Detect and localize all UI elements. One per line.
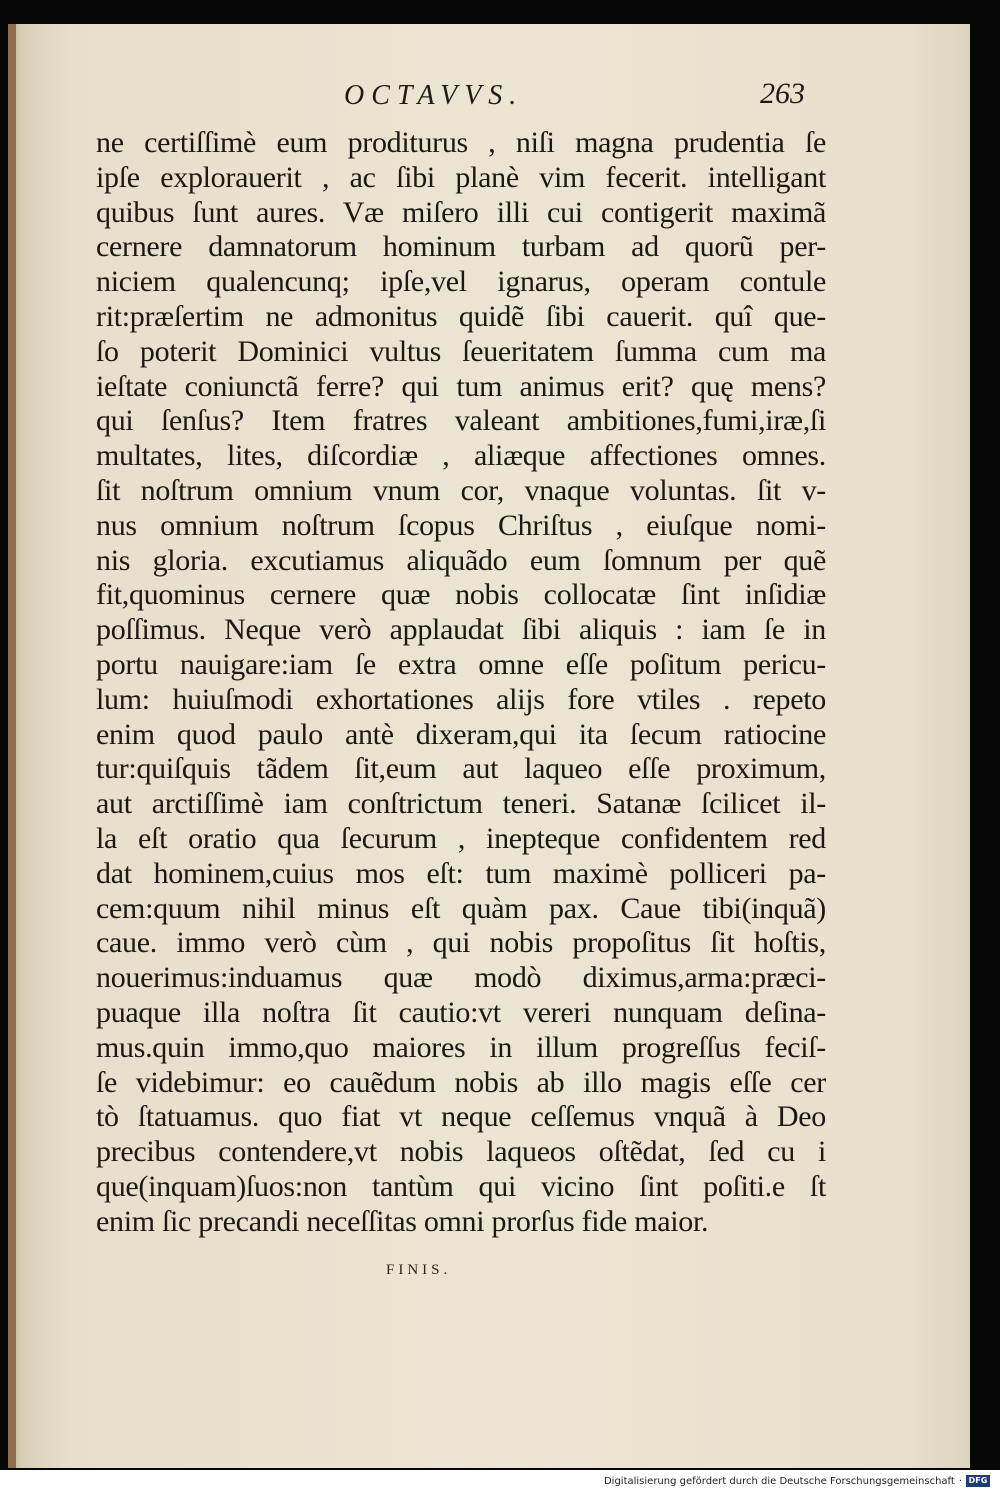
text-line: la eſt oratio qua ſecurum , inepteque confidentem red [96,821,826,855]
text-line: aut arctiſſimè iam conſtrictum teneri. Satanæ ſcilicet il- [96,787,826,821]
text-line: cem:quum nihil minus eſt quàm pax. Caue tibi(inquã) [96,891,826,925]
page-number: 263 [760,77,805,110]
text-line: que(inquam)ſuos:non tantùm qui vicino ſint poſiti.e ſt [96,1169,826,1203]
text-line: enim ſic precandi neceſſitas omni prorſus fide maior. [96,1204,709,1238]
text-line: ne certiſſimè eum proditurus , niſi magna prudentia ſe [96,126,826,159]
text-block [96,126,826,1240]
text-line: multates, lites, diſcordiæ , aliæque affectiones omnes. [96,439,826,473]
text-line: poſſimus. Neque verò applaudat ſibi aliquis : iam ſe in [96,613,826,647]
text-line: dat hominem,cuius mos eſt: tum maximè polliceri pa- [96,856,826,890]
text-line: ipſe explorauerit , ac ſibi planè vim fecerit. intelligant [96,160,826,194]
text-line: quibus ſunt aures. Væ miſero illi cui contigerit maximã [96,195,826,229]
text-line: mus.quin immo,quo maiores in illum progreſſus feciſ- [96,1030,826,1064]
text-line: ſo poterit Dominici vultus ſeueritatem ſumma cum ma [96,334,826,368]
text-line: precibus contendere,vt nobis laqueos oſtẽdat, ſed cu i [96,1135,826,1169]
text-line: nis gloria. excutiamus aliquãdo eum ſomnum per quẽ [96,543,826,577]
text-line: ſe videbimur: eo cauẽdum nobis ab illo magis eſſe cer [96,1065,826,1099]
running-head: OCTAVVS. [344,80,524,111]
finis-mark: FINIS. [386,1262,452,1278]
footer-credit: Digitalisierung gefördert durch die Deutsche Forschungsgemeinschaft · DFG [604,1475,990,1487]
footer-credit-text: Digitalisierung gefördert durch die Deutsche Forschungsgemeinschaft [603,1475,955,1487]
text-line: nouerimus:induamus quæ modò diximus,arma:præci- [96,961,826,995]
text-line: ieſtate coniunctã ferre? qui tum animus erit? quę mens? [96,369,826,403]
dfg-logo: DFG [966,1475,990,1487]
text-line: fit,quominus cernere quæ nobis collocatæ ſint inſidiæ [96,578,826,612]
text-line: tur:quiſquis tãdem ſit,eum aut laqueo eſſe proximum, [96,752,826,786]
text-line: niciem qualencunq; ipſe,vel ignarus, operam contule [96,265,826,299]
text-line: tò ſtatuamus. quo fiat vt neque ceſſemus vnquã à Deo [96,1100,826,1134]
text-line: nus omnium noſtrum ſcopus Chriſtus , eiuſque nomi- [96,508,826,542]
text-line: caue. immo verò cùm , qui nobis propoſitus ſit hoſtis, [96,926,826,960]
text-line: qui ſenſus? Item fratres valeant ambitiones,fumi,iræ,ſi [96,404,826,438]
text-line: enim quod paulo antè dixeram,qui ita ſecum ratiocine [96,717,826,751]
book-page [8,24,970,1468]
text-line: lum: huiuſmodi exhortationes alijs fore vtiles . repeto [96,682,826,716]
text-line: ſit noſtrum omnium vnum cor, vnaque voluntas. ſit v- [96,473,826,507]
page-edge [8,24,16,1468]
text-line: rit:præſertim ne admonitus quidẽ ſibi cauerit. quî que- [96,299,826,333]
text-line: puaque illa noſtra ſit cautio:vt vereri nunquam deſina- [96,995,826,1029]
text-line: portu nauigare:iam ſe extra omne eſſe poſitum pericu- [96,647,826,681]
text-line: cernere damnatorum hominum turbam ad quorũ per- [96,230,826,264]
